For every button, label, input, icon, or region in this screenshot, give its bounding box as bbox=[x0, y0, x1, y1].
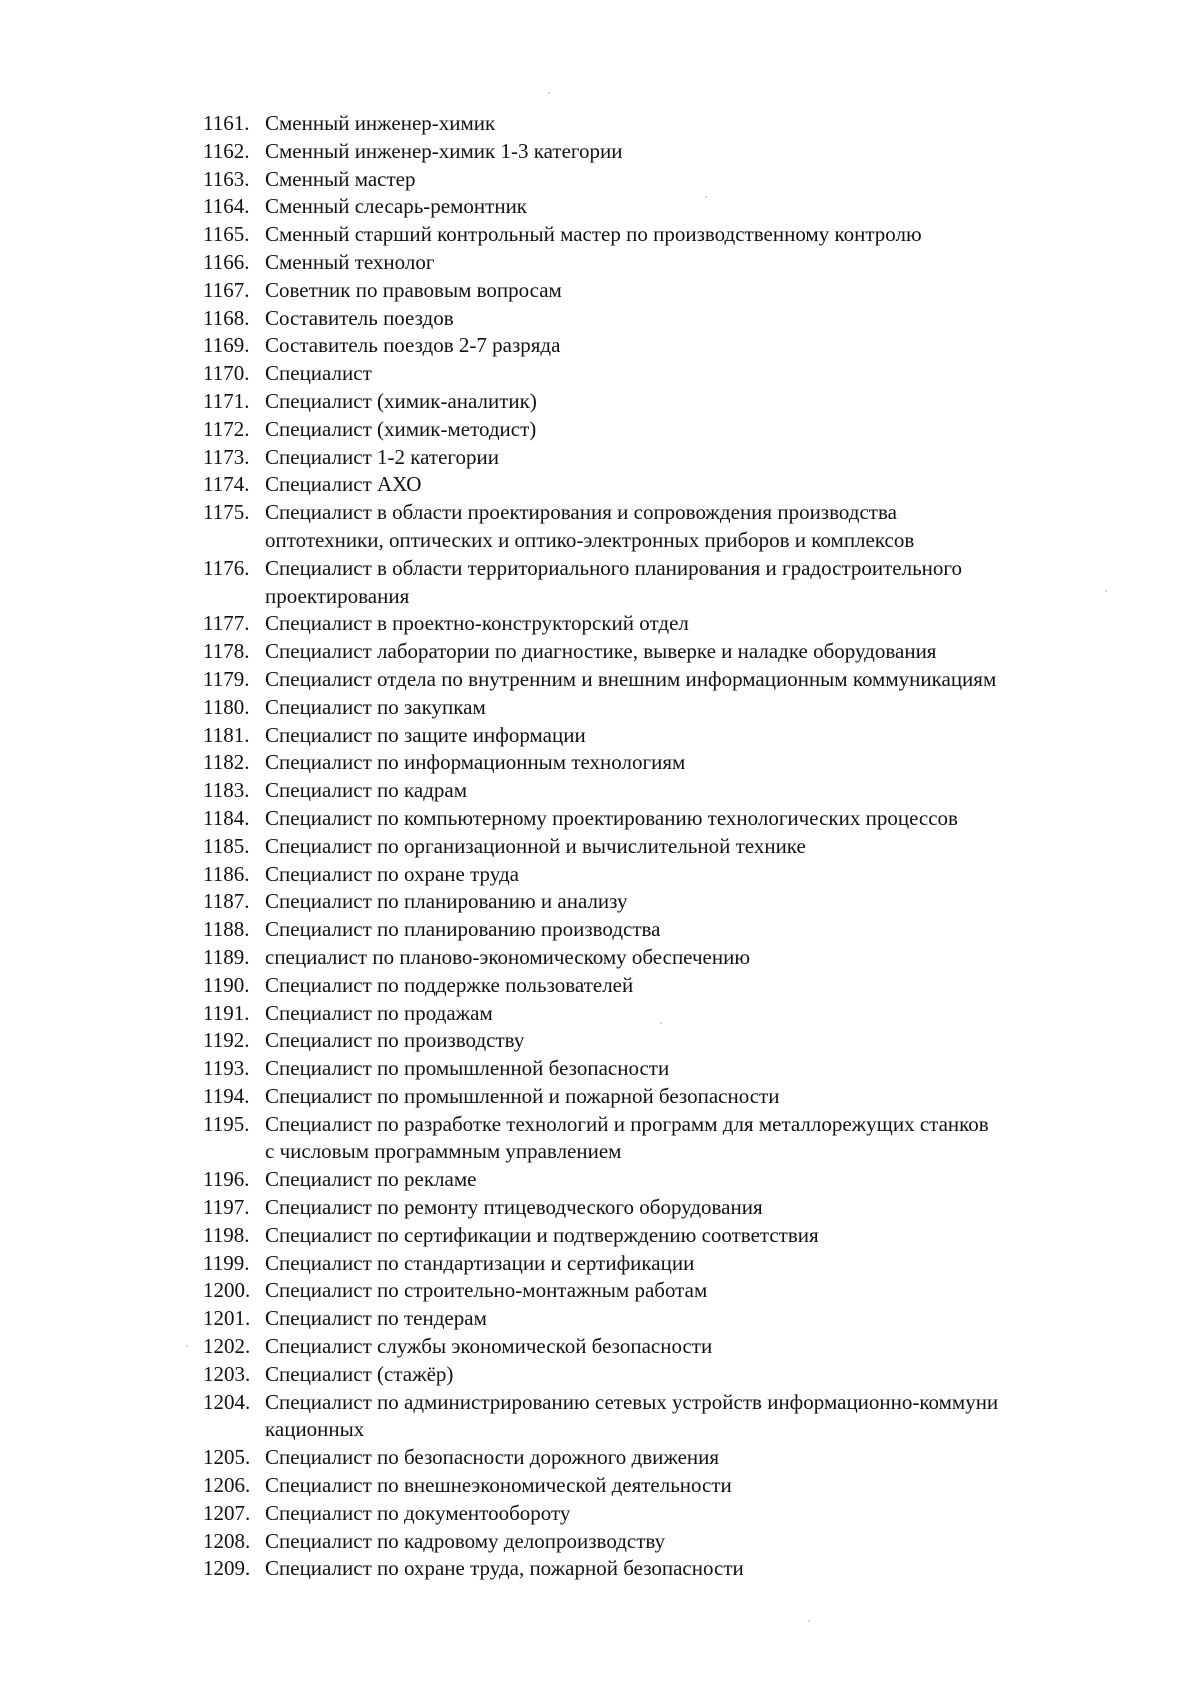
item-text-line: Специалист по тендерам bbox=[265, 1306, 487, 1331]
item-text-line: Специалист по промышленной безопасности bbox=[265, 1056, 670, 1081]
list-item bbox=[203, 1389, 1138, 1445]
item-text-line: Сменный мастер bbox=[265, 166, 416, 191]
list-item bbox=[203, 277, 1138, 305]
item-text-line: Специалист по охране труда bbox=[265, 861, 519, 886]
item-text-line: Специалист по компьютерному проектированию технологических процессов bbox=[265, 805, 958, 830]
item-number: 1180. bbox=[203, 694, 250, 719]
list-item bbox=[203, 166, 1138, 194]
item-text bbox=[265, 1333, 1138, 1361]
item-number: 1207. bbox=[203, 1500, 251, 1525]
item-number: 1192. bbox=[203, 1028, 250, 1053]
item-text-line: Составитель поездов 2-7 разряда bbox=[265, 333, 561, 358]
item-text-line: Специалист по продажам bbox=[265, 1000, 493, 1025]
item-text-line: Специалист по внешнеэкономической деятельности bbox=[265, 1473, 732, 1498]
list-item bbox=[203, 805, 1138, 833]
item-text-line: Специалист по разработке технологий и программ для металлорежущих станков bbox=[265, 1111, 989, 1136]
item-text-line: Специалист по производству bbox=[265, 1028, 525, 1053]
list-item bbox=[203, 221, 1138, 249]
list-item bbox=[203, 305, 1138, 333]
item-text bbox=[265, 1500, 1138, 1528]
item-text bbox=[265, 1305, 1138, 1333]
list-item bbox=[203, 1361, 1138, 1389]
item-text-line: Специалист bbox=[265, 361, 372, 386]
item-text bbox=[265, 416, 1138, 444]
item-number: 1184. bbox=[203, 805, 250, 830]
item-text-line: Сменный старший контрольный мастер по производственному контролю bbox=[265, 222, 922, 247]
list-item bbox=[203, 1555, 1138, 1583]
item-text-line: Специалист по рекламе bbox=[265, 1167, 477, 1192]
item-text bbox=[265, 610, 1138, 638]
item-text bbox=[265, 888, 1138, 916]
item-number: 1185. bbox=[203, 833, 250, 858]
item-number: 1201. bbox=[203, 1306, 251, 1331]
item-number: 1199. bbox=[203, 1250, 250, 1275]
list-item bbox=[203, 360, 1138, 388]
item-text bbox=[265, 1250, 1138, 1278]
item-text-line: проектирования bbox=[265, 583, 410, 608]
item-text-line: Сменный технолог bbox=[265, 249, 435, 274]
list-item bbox=[203, 1444, 1138, 1472]
item-number: 1194. bbox=[203, 1083, 250, 1108]
list-item bbox=[203, 1055, 1138, 1083]
scan-speck bbox=[1105, 590, 1107, 592]
item-number: 1203. bbox=[203, 1361, 251, 1386]
item-text-line: Специалист службы экономической безопасности bbox=[265, 1334, 713, 1359]
item-text-line: Специалист по кадрам bbox=[265, 778, 468, 803]
item-text-line: Специалист по организационной и вычислительной технике bbox=[265, 833, 806, 858]
list-item bbox=[203, 471, 1138, 499]
item-text bbox=[265, 666, 1138, 694]
list-item bbox=[203, 1083, 1138, 1111]
item-text-line: Специалист по закупкам bbox=[265, 694, 486, 719]
item-number: 1163. bbox=[203, 166, 250, 191]
item-text-line: Сменный инженер-химик bbox=[265, 111, 496, 135]
item-text-line: Специалист по стандартизации и сертификации bbox=[265, 1250, 695, 1275]
list-item bbox=[203, 916, 1138, 944]
item-number: 1189. bbox=[203, 944, 250, 969]
list-item bbox=[203, 1277, 1138, 1305]
item-text bbox=[265, 499, 1138, 555]
item-number: 1197. bbox=[203, 1195, 250, 1220]
item-text bbox=[265, 1361, 1138, 1389]
list-item bbox=[203, 1027, 1138, 1055]
scan-speck bbox=[808, 1620, 810, 1622]
list-item bbox=[203, 499, 1138, 555]
item-text-line: Сменный инженер-химик 1-3 категории bbox=[265, 138, 623, 163]
item-number: 1205. bbox=[203, 1445, 251, 1470]
item-text-line: Специалист по информационным технологиям bbox=[265, 750, 686, 775]
item-text-line: Специалист по безопасности дорожного движения bbox=[265, 1445, 720, 1470]
list-item bbox=[203, 1000, 1138, 1028]
item-text bbox=[265, 861, 1138, 889]
item-text-line: Специалист по защите информации bbox=[265, 722, 586, 747]
item-text bbox=[265, 1389, 1138, 1445]
item-number: 1188. bbox=[203, 917, 250, 942]
item-text bbox=[265, 332, 1138, 360]
item-text bbox=[265, 638, 1138, 666]
item-text bbox=[265, 1055, 1138, 1083]
item-text bbox=[265, 1166, 1138, 1194]
list-item bbox=[203, 1528, 1138, 1556]
list-item bbox=[203, 416, 1138, 444]
item-number: 1200. bbox=[203, 1278, 251, 1303]
list-item bbox=[203, 555, 1138, 611]
item-number: 1190. bbox=[203, 972, 250, 997]
list-item bbox=[203, 749, 1138, 777]
item-number: 1202. bbox=[203, 1334, 251, 1359]
list-item bbox=[203, 110, 1138, 138]
item-number: 1176. bbox=[203, 555, 250, 580]
item-text bbox=[265, 694, 1138, 722]
item-text bbox=[265, 1027, 1138, 1055]
item-number: 1186. bbox=[203, 861, 250, 886]
item-text-line: Специалист 1-2 категории bbox=[265, 444, 499, 469]
scan-speck bbox=[705, 196, 707, 198]
item-number: 1177. bbox=[203, 611, 250, 636]
item-number: 1174. bbox=[203, 472, 250, 497]
item-number: 1161. bbox=[203, 111, 250, 135]
item-number: 1196. bbox=[203, 1167, 250, 1192]
list-item bbox=[203, 777, 1138, 805]
list-item bbox=[203, 1166, 1138, 1194]
item-text bbox=[265, 471, 1138, 499]
item-number: 1178. bbox=[203, 639, 250, 664]
item-text bbox=[265, 193, 1138, 221]
item-text-line: Специалист отдела по внутренним и внешним информационным коммуникациям bbox=[265, 666, 997, 691]
item-text-line: Специалист по кадровому делопроизводству bbox=[265, 1528, 666, 1553]
item-text bbox=[265, 388, 1138, 416]
list-item bbox=[203, 1305, 1138, 1333]
item-text-line: Специалист в области проектирования и сопровождения производства bbox=[265, 500, 897, 525]
item-text-line: с числовым программным управлением bbox=[265, 1139, 622, 1164]
item-text bbox=[265, 777, 1138, 805]
item-text bbox=[265, 722, 1138, 750]
item-text-line: Специалист по документообороту bbox=[265, 1500, 571, 1525]
list-item bbox=[203, 638, 1138, 666]
list-item bbox=[203, 249, 1138, 277]
item-number: 1182. bbox=[203, 750, 250, 775]
item-number: 1208. bbox=[203, 1528, 251, 1553]
list-item bbox=[203, 1222, 1138, 1250]
list-item bbox=[203, 666, 1138, 694]
item-text-line: кационных bbox=[265, 1417, 365, 1442]
list-item bbox=[203, 1111, 1138, 1167]
item-text bbox=[265, 1472, 1138, 1500]
list-item bbox=[203, 944, 1138, 972]
item-text-line: Специалист (стажёр) bbox=[265, 1361, 454, 1386]
item-text bbox=[265, 1083, 1138, 1111]
item-number: 1169. bbox=[203, 333, 250, 358]
item-number: 1166. bbox=[203, 249, 250, 274]
item-text-line: Специалист по администрированию сетевых устройств информационно-коммуни bbox=[265, 1389, 999, 1414]
item-number: 1181. bbox=[203, 722, 250, 747]
item-text bbox=[265, 1000, 1138, 1028]
item-text bbox=[265, 221, 1138, 249]
item-text-line: Сменный слесарь-ремонтник bbox=[265, 194, 528, 219]
item-number: 1162. bbox=[203, 138, 250, 163]
scan-speck bbox=[186, 1345, 188, 1347]
item-text-line: Специалист по охране труда, пожарной безопасности bbox=[265, 1556, 744, 1581]
item-number: 1175. bbox=[203, 500, 250, 525]
item-number: 1165. bbox=[203, 222, 250, 247]
list-item bbox=[203, 888, 1138, 916]
item-number: 1187. bbox=[203, 889, 250, 914]
item-number: 1195. bbox=[203, 1111, 250, 1136]
item-number: 1193. bbox=[203, 1056, 250, 1081]
list-item bbox=[203, 1472, 1138, 1500]
list-item bbox=[203, 1194, 1138, 1222]
item-text-line: Специалист в области территориального планирования и градостроительного bbox=[265, 555, 963, 580]
item-text-line: оптотехники, оптических и оптико-электронных приборов и комплексов bbox=[265, 527, 915, 552]
item-number: 1171. bbox=[203, 388, 250, 413]
list-item bbox=[203, 694, 1138, 722]
item-text bbox=[265, 972, 1138, 1000]
item-text bbox=[265, 944, 1138, 972]
item-text-line: Специалист АХО bbox=[265, 472, 422, 497]
item-number: 1170. bbox=[203, 361, 250, 386]
item-text bbox=[265, 277, 1138, 305]
list-item bbox=[203, 1500, 1138, 1528]
item-number: 1198. bbox=[203, 1222, 250, 1247]
item-number: 1204. bbox=[203, 1389, 251, 1414]
item-text-line: специалист по планово-экономическому обеспечению bbox=[265, 944, 751, 969]
item-text bbox=[265, 833, 1138, 861]
item-number: 1164. bbox=[203, 194, 250, 219]
list-item bbox=[203, 1333, 1138, 1361]
item-text-line: Специалист (химик-методист) bbox=[265, 416, 537, 441]
item-text bbox=[265, 444, 1138, 472]
item-text bbox=[265, 360, 1138, 388]
item-text-line: Специалист в проектно-конструкторский отдел bbox=[265, 611, 689, 636]
item-number: 1183. bbox=[203, 778, 250, 803]
item-number: 1167. bbox=[203, 277, 250, 302]
item-text-line: Специалист по планированию и анализу bbox=[265, 889, 628, 914]
item-text bbox=[265, 1444, 1138, 1472]
list-item bbox=[203, 138, 1138, 166]
occupation-list bbox=[203, 110, 1138, 1583]
list-item bbox=[203, 861, 1138, 889]
item-text-line: Специалист по поддержке пользователей bbox=[265, 972, 634, 997]
item-text bbox=[265, 166, 1138, 194]
item-text bbox=[265, 1555, 1138, 1583]
scan-speck bbox=[660, 1022, 662, 1024]
list-item bbox=[203, 193, 1138, 221]
item-text-line: Специалист по ремонту птицеводческого оборудования bbox=[265, 1195, 763, 1220]
list-item bbox=[203, 388, 1138, 416]
item-text bbox=[265, 138, 1138, 166]
item-number: 1206. bbox=[203, 1473, 251, 1498]
item-text bbox=[265, 1528, 1138, 1556]
list-item bbox=[203, 332, 1138, 360]
item-number: 1172. bbox=[203, 416, 250, 441]
item-text-line: Специалист по промышленной и пожарной безопасности bbox=[265, 1083, 780, 1108]
item-number: 1191. bbox=[203, 1000, 250, 1025]
item-text bbox=[265, 916, 1138, 944]
item-number: 1179. bbox=[203, 666, 250, 691]
item-text-line: Специалист по сертификации и подтверждению соответствия bbox=[265, 1222, 819, 1247]
item-text bbox=[265, 1111, 1138, 1167]
item-text bbox=[265, 110, 1138, 138]
item-text-line: Специалист по планированию производства bbox=[265, 917, 661, 942]
item-text bbox=[265, 749, 1138, 777]
item-text bbox=[265, 305, 1138, 333]
item-number: 1173. bbox=[203, 444, 250, 469]
item-text-line: Специалист лаборатории по диагностике, выверке и наладке оборудования bbox=[265, 639, 937, 664]
item-text-line: Составитель поездов bbox=[265, 305, 454, 330]
list-item bbox=[203, 610, 1138, 638]
list-item bbox=[203, 722, 1138, 750]
list-item bbox=[203, 833, 1138, 861]
item-text bbox=[265, 555, 1138, 611]
list-item bbox=[203, 1250, 1138, 1278]
list-item bbox=[203, 972, 1138, 1000]
item-text bbox=[265, 1222, 1138, 1250]
item-text-line: Специалист (химик-аналитик) bbox=[265, 388, 537, 413]
item-text bbox=[265, 1277, 1138, 1305]
item-text bbox=[265, 805, 1138, 833]
item-number: 1168. bbox=[203, 305, 250, 330]
list-item bbox=[203, 444, 1138, 472]
item-text bbox=[265, 1194, 1138, 1222]
item-text bbox=[265, 249, 1138, 277]
item-text-line: Советник по правовым вопросам bbox=[265, 277, 562, 302]
item-number: 1209. bbox=[203, 1556, 251, 1581]
item-text-line: Специалист по строительно-монтажным работам bbox=[265, 1278, 708, 1303]
scan-speck bbox=[548, 92, 550, 94]
